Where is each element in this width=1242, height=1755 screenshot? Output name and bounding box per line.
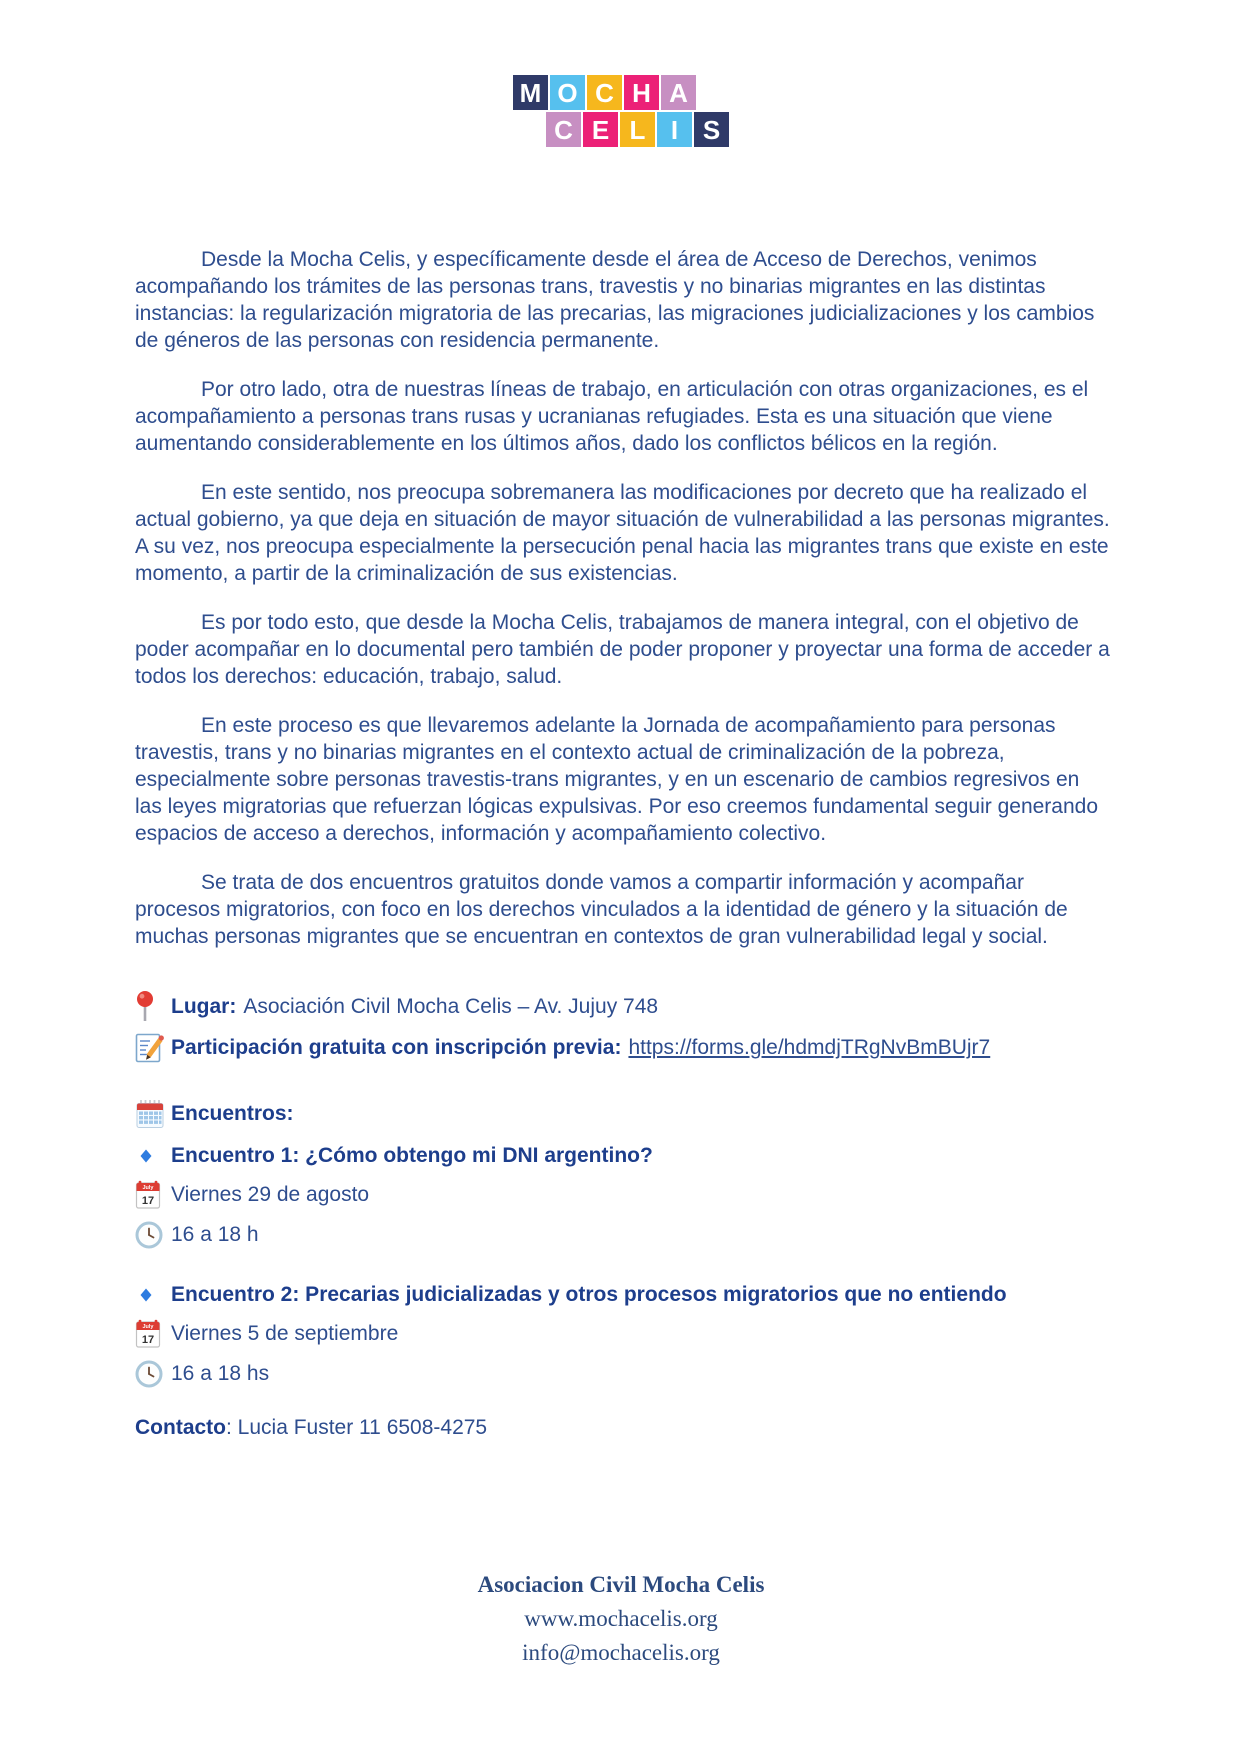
encuentro-2-title: Encuentro 2: Precarias judicializadas y otros procesos migratorios que no entiendo: [171, 1283, 1007, 1306]
logo-row-1: [513, 75, 729, 110]
footer-email: info@mochacelis.org: [522, 1640, 720, 1665]
registration-line: [135, 1032, 1110, 1064]
location-line: [135, 990, 1110, 1024]
encuentro-1-time-line: [135, 1219, 1110, 1251]
encuentro-1-title-line: [135, 1140, 1110, 1172]
footer-org-name: Asociacion Civil Mocha Celis: [477, 1572, 765, 1597]
logo-letter-block: M: [513, 75, 548, 110]
encuentro-2-date: Viernes 5 de septiembre: [171, 1322, 399, 1345]
location-label: Lugar:: [171, 995, 237, 1018]
paragraph: En este sentido, nos preocupa sobremanera las modificaciones por decreto que ha realizado el actual gobierno, ya que deja en situación de mayor situación de vulnerabilidad a las personas migrantes. A su vez, nos preocupa especialmente la persecución penal hacia las migrantes trans que existe en este momento, a partir de la criminalización de sus existencias.: [135, 481, 1110, 585]
logo-letter-block: O: [550, 75, 585, 110]
encuentro-1-date: Viernes 29 de agosto: [171, 1183, 370, 1206]
logo-row-2: [546, 112, 729, 147]
paragraph: Por otro lado, otra de nuestras líneas de trabajo, en articulación con otras organizaciones, es el acompañamiento a personas trans rusas y ucranianas refugiades. Esta es una situación que viene aumentando considerablemente en los últimos años, dado los conflictos bélicos en la región.: [135, 378, 1089, 455]
body-paragraphs: [135, 246, 1110, 950]
calendar-pad-icon: [135, 1099, 171, 1129]
small-blue-diamond-icon: [135, 1287, 171, 1303]
paragraph: Se trata de dos encuentros gratuitos donde vamos a compartir información y acompañar procesos migratorios, con foco en los derechos vinculados a la identidad de género y la situación de muchas personas migrantes que se encuentran en contextos de gran vulnerabilidad legal y social.: [135, 871, 1068, 948]
encuentros-label: Encuentros:: [171, 1102, 294, 1125]
svg-text:17: 17: [141, 1334, 155, 1346]
registration-link[interactable]: https://forms.gle/hdmdjTRgNvBmBUjr7: [628, 1036, 991, 1059]
contact-line: [135, 1412, 1110, 1444]
paragraph: En este proceso es que llevaremos adelante la Jornada de acompañamiento para personas travestis, trans y no binarias migrantes en el contexto actual de criminalización de la pobreza, especialmente sobre personas travestis-trans migrantes, y en un escenario de cambios regresivos en las leyes migratorias que refuerzan lógicas expulsivas. Por eso creemos fundamental seguir generando espacios de acceso a derechos, información y acompañamiento colectivo.: [135, 714, 1099, 845]
encuentro-1-date-line: [135, 1179, 1110, 1211]
location-pin-icon: [135, 990, 171, 1024]
clock-icon: [135, 1360, 171, 1388]
logo-letter-block: S: [694, 112, 729, 147]
tear-off-calendar-icon: [135, 1180, 171, 1210]
encuentro-1-time: 16 a 18 h: [171, 1223, 259, 1246]
footer-website: www.mochacelis.org: [524, 1606, 718, 1631]
document-content: [135, 246, 1110, 1444]
contact-value: : Lucia Fuster 11 6508-4275: [226, 1416, 488, 1439]
location-value: Asociación Civil Mocha Celis – Av. Jujuy 748: [243, 995, 659, 1018]
paragraph: Es por todo esto, que desde la Mocha Celis, trabajamos de manera integral, con el objetivo de poder acompañar en lo documental pero también de poder proponer y proyectar una forma de acceder a todos los derechos: educación, trabajo, salud.: [135, 611, 1110, 688]
contact-label: Contacto: [135, 1416, 226, 1439]
event-details: [135, 990, 1110, 1444]
encuentro-2-date-line: [135, 1318, 1110, 1350]
encuentros-header-line: [135, 1098, 1110, 1130]
svg-text:July: July: [142, 1185, 154, 1192]
small-blue-diamond-icon: [135, 1148, 171, 1164]
document-footer: [0, 1568, 1242, 1670]
logo-letter-block: A: [661, 75, 696, 110]
logo-letter-block: E: [583, 112, 618, 147]
mocha-celis-logo: [513, 75, 729, 147]
logo-letter-block: C: [546, 112, 581, 147]
logo-letter-block: H: [624, 75, 659, 110]
encuentro-1-title: Encuentro 1: ¿Cómo obtengo mi DNI argentino?: [171, 1144, 653, 1167]
memo-icon: [135, 1033, 171, 1063]
logo-letter-block: L: [620, 112, 655, 147]
logo-letter-block: I: [657, 112, 692, 147]
tear-off-calendar-icon: [135, 1319, 171, 1349]
logo-letter-block: C: [587, 75, 622, 110]
registration-label: Participación gratuita con inscripción previa:: [171, 1036, 622, 1059]
encuentro-2-time-line: [135, 1358, 1110, 1390]
svg-text:17: 17: [141, 1195, 155, 1207]
svg-text:July: July: [142, 1324, 154, 1331]
encuentro-2-title-line: [135, 1279, 1110, 1311]
clock-icon: [135, 1221, 171, 1249]
paragraph: Desde la Mocha Celis, y específicamente desde el área de Acceso de Derechos, venimos acompañando los trámites de las personas trans, travestis y no binarias migrantes en las distintas instancias: la regularización migratoria de las precarias, las migraciones judicializaciones y los cambios de géneros de las personas con residencia permanente.: [135, 248, 1095, 352]
encuentro-2-time: 16 a 18 hs: [171, 1362, 270, 1385]
